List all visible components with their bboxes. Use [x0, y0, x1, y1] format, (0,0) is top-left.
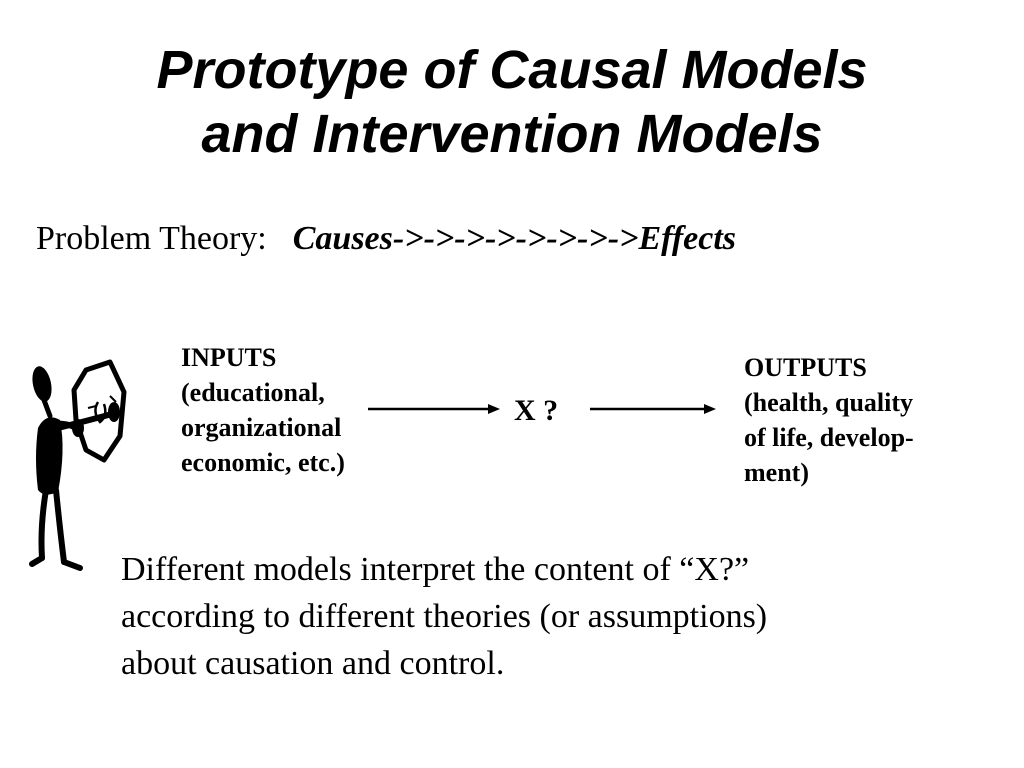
x-unknown-node: X ? — [514, 394, 559, 427]
causes-effects-flow: Causes->->->->->->->->Effects — [292, 220, 737, 257]
description-line-3: about causation and control. — [121, 645, 505, 682]
outputs-line-2: of life, develop- — [744, 423, 914, 452]
problem-theory-label: Problem Theory: — [36, 220, 267, 257]
problem-theory — [36, 220, 736, 258]
outputs-line-3: ment) — [744, 458, 809, 487]
title-line-2: and Intervention Models — [201, 104, 823, 164]
inputs-block — [181, 340, 345, 480]
description-text — [121, 546, 1001, 687]
inputs-heading: INPUTS — [181, 343, 277, 372]
x-to-outputs-arrow — [590, 400, 718, 418]
inputs-to-x-arrow — [368, 400, 502, 418]
slide-title — [0, 38, 1024, 166]
inputs-line-2: organizational — [181, 413, 342, 442]
outputs-block — [744, 350, 914, 490]
outputs-line-1: (health, quality — [744, 388, 914, 417]
inputs-line-3: economic, etc.) — [181, 448, 345, 477]
description-line-1: Different models interpret the content of “X?” — [121, 551, 750, 588]
outputs-heading: OUTPUTS — [744, 353, 867, 382]
title-line-1: Prototype of Causal Models — [156, 40, 868, 100]
person-holding-sign-icon — [14, 350, 134, 585]
description-line-2: according to different theories (or assumptions) — [121, 598, 768, 635]
inputs-line-1: (educational, — [181, 378, 325, 407]
